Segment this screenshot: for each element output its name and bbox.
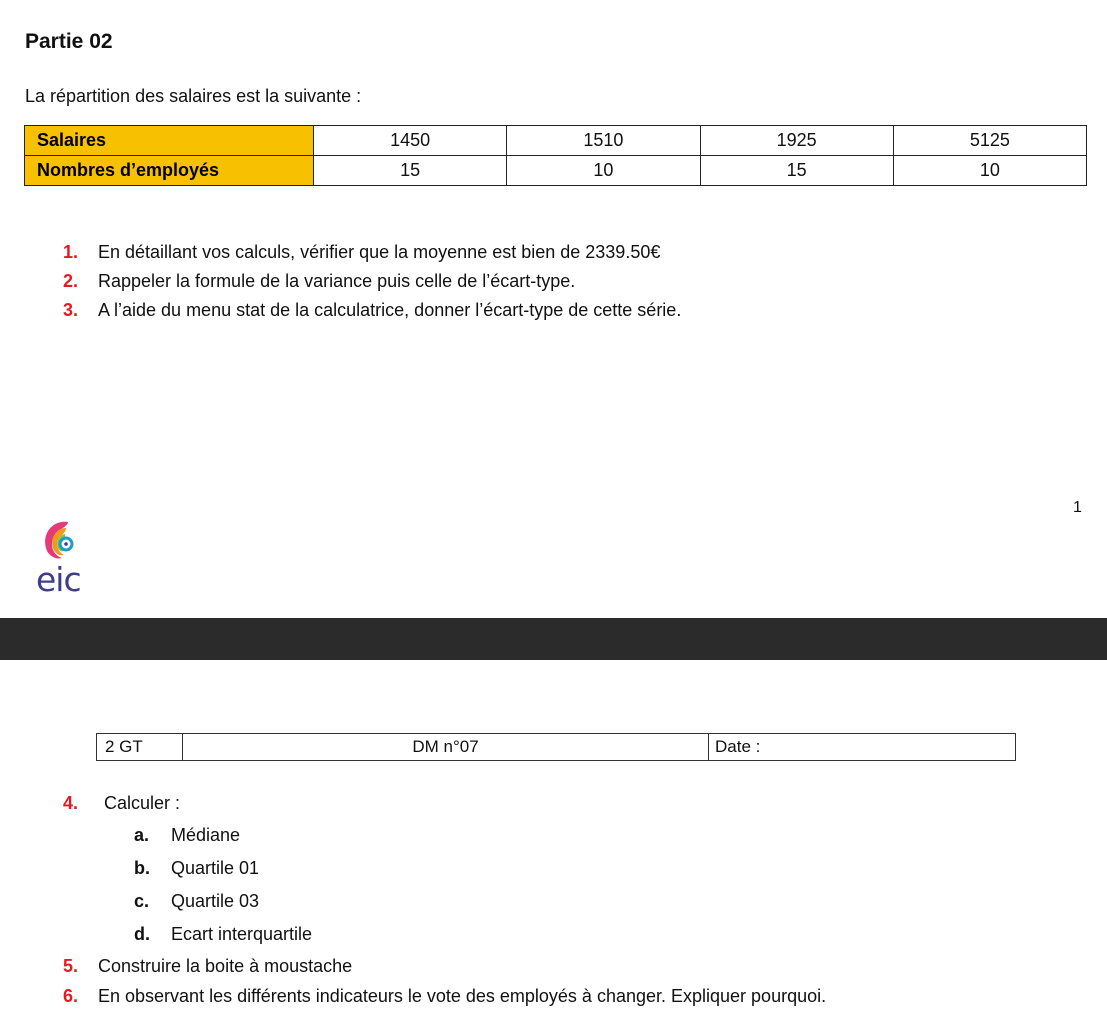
question-text: Calculer :: [104, 793, 181, 813]
eic-logo-text: eic: [36, 560, 81, 599]
sub-question-letter: c.: [134, 891, 150, 911]
table-cell: 15: [700, 156, 893, 186]
question-item: [0, 269, 681, 298]
question-number: 3.: [63, 300, 79, 320]
question-text: A l’aide du menu stat de la calculatrice, donner l’écart-type de cette série.: [98, 300, 682, 320]
sub-question-text: Ecart interquartile: [171, 924, 313, 944]
document-header-table: [96, 733, 1016, 761]
document-title: DM n°07: [183, 734, 709, 761]
sub-question-text: Médiane: [171, 825, 241, 845]
table-row: [97, 734, 1016, 761]
table-cell: 1450: [314, 126, 507, 156]
section-title: Partie 02: [25, 30, 113, 53]
table-cell: 5125: [893, 126, 1086, 156]
class-label: 2 GT: [97, 734, 183, 761]
sub-question-letter: a.: [134, 825, 150, 845]
table-cell: 10: [893, 156, 1086, 186]
question-item: [0, 984, 826, 1014]
date-field: Date :: [709, 734, 1016, 761]
sub-question-letter: b.: [134, 858, 150, 878]
question-number: 1.: [63, 242, 79, 262]
eic-logo: [32, 516, 102, 599]
question-text: En observant les différents indicateurs le vote des employés à changer. Expliquer pourquoi.: [98, 986, 827, 1006]
salary-table: [24, 125, 1087, 186]
question-list: [0, 240, 681, 327]
row-header-employes: Nombres d’employés: [25, 156, 314, 186]
table-row: [25, 126, 1087, 156]
eic-logo-icon: [38, 516, 78, 564]
table-row: [25, 156, 1087, 186]
question-item: [0, 954, 826, 984]
table-cell: 10: [507, 156, 700, 186]
question-item: [0, 240, 681, 269]
question-number: 4.: [63, 793, 79, 813]
page-separator: [0, 618, 1107, 660]
question-number: 5.: [63, 956, 79, 976]
sub-question-text: Quartile 01: [171, 858, 260, 878]
question-number: 6.: [63, 986, 79, 1006]
table-cell: 1510: [507, 126, 700, 156]
document-page-2: [0, 660, 1107, 1035]
question-text: Rappeler la formule de la variance puis celle de l’écart-type.: [98, 271, 576, 291]
intro-text: La répartition des salaires est la suivante :: [25, 86, 362, 106]
row-header-salaires: Salaires: [25, 126, 314, 156]
question-text: En détaillant vos calculs, vérifier que la moyenne est bien de 2339.50€: [98, 242, 661, 262]
question-list: [0, 954, 826, 1014]
sub-question-letter: d.: [134, 924, 150, 944]
question-text: Construire la boite à moustache: [98, 956, 353, 976]
question-item: [0, 298, 681, 327]
table-cell: 15: [314, 156, 507, 186]
question-number: 2.: [63, 271, 79, 291]
page-number: 1: [1073, 499, 1082, 516]
table-cell: 1925: [700, 126, 893, 156]
sub-question-text: Quartile 03: [171, 891, 260, 911]
